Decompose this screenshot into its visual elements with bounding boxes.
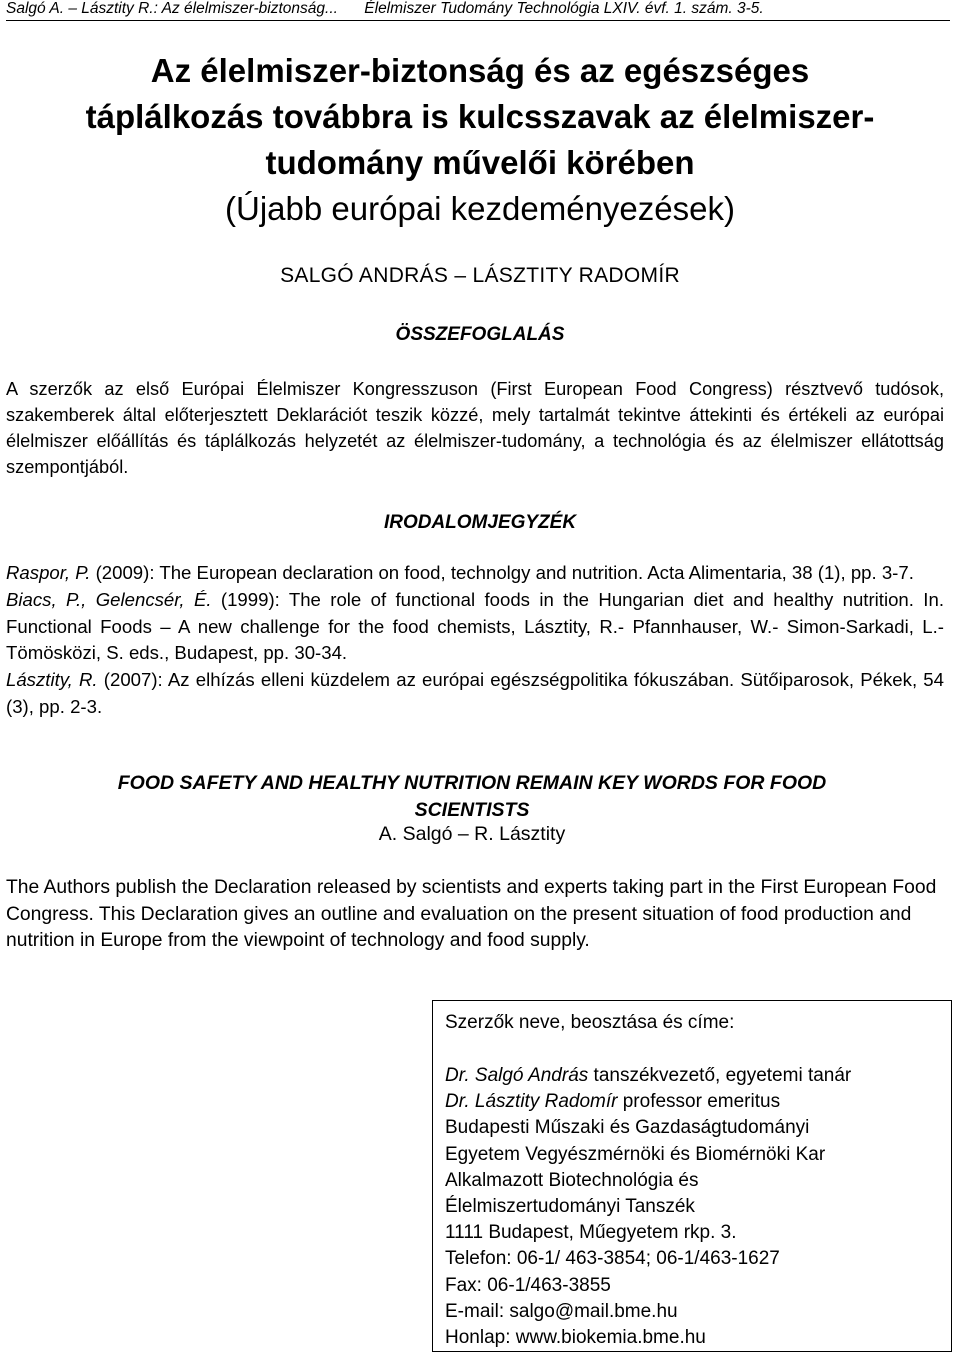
contact-address-line: Alkalmazott Biotechnológia és: [445, 1169, 699, 1191]
english-authors: A. Salgó – R. Lásztity: [378, 823, 566, 845]
article-subtitle: (Újabb európai kezdeményezések): [225, 190, 735, 227]
author-contact-box: [432, 1000, 952, 1352]
contact-person-1-role: tanszékvezető, egyetemi tanár: [588, 1065, 852, 1086]
contact-person-2: [445, 1089, 945, 1115]
english-title-line-2: SCIENTISTS: [414, 799, 530, 821]
reference-list: [6, 560, 944, 721]
title-line-3: tudomány művelői körében: [265, 144, 695, 181]
article-title: [10, 48, 950, 232]
contact-address-line: Egyetem Vegyészmérnöki és Biomérnöki Kar: [445, 1143, 826, 1165]
reference-item: [6, 587, 944, 667]
contact-box-label: Szerzők neve, beosztása és címe:: [445, 1012, 735, 1033]
english-title-line-1: FOOD SAFETY AND HEALTHY NUTRITION REMAIN KEY WORDS FOR FOOD: [117, 772, 827, 794]
header-divider: [6, 20, 950, 21]
reference-text: (2007): Az elhízás elleni küzdelem az európai egészségpolitika fókuszában. Sütőiparosok, Pékek, 54 (3), pp. 2-3.: [6, 669, 944, 717]
contact-homepage: Honlap: www.biokemia.bme.hu: [445, 1327, 706, 1349]
contact-details: [445, 1063, 945, 1351]
running-header: [6, 0, 954, 20]
abstract-english: The Authors publish the Declaration released by scientists and experts taking part in the First European Food Congress. This Declaration gives an outline and evaluation on the present situation of food production and nutrition in Europe from the viewpoint of technology and food supply.: [6, 877, 937, 951]
contact-person-2-name: Dr. Lásztity Radomír: [445, 1091, 618, 1113]
reference-author: Raspor, P.: [6, 562, 91, 583]
running-header-right: Élelmiszer Tudomány Technológia LXIV. évf. 1. szám. 3-5.: [364, 0, 764, 17]
author-names: SALGÓ ANDRÁS – LÁSZTITY RADOMÍR: [280, 264, 680, 287]
contact-phone: Telefon: 06-1/ 463-3854; 06-1/463-1627: [445, 1248, 780, 1270]
running-header-left: Salgó A. – Lásztity R.: Az élelmiszer-biztonság...: [6, 0, 338, 17]
summary-heading: ÖSSZEFOGLALÁS: [395, 324, 565, 345]
contact-person-1-name: Dr. Salgó András: [445, 1065, 589, 1086]
title-line-2: táplálkozás továbbra is kulcsszavak az élelmiszer-: [85, 98, 875, 135]
reference-author: Lásztity, R.: [6, 669, 98, 690]
reference-text: (1999): The role of functional foods in the Hungarian diet and healthy nutrition. In. Functional Foods – A new challenge for the food chemists, Lásztity, R.- Pfannhauser, W.- Simon-Sarkadi, L.- Tömösközi, S. eds., Budapest, pp. 30-34.: [6, 589, 944, 663]
english-title: [0, 770, 944, 824]
reference-author: Biacs, P., Gelencsér, É.: [6, 589, 212, 610]
reference-text: (2009): The European declaration on food, technolgy and nutrition. Acta Alimentaria, 38 (1), pp. 3-7.: [90, 562, 914, 583]
title-line-1: Az élelmiszer-biztonság és az egészséges: [150, 52, 810, 89]
contact-address-line: 1111 Budapest, Műegyetem rkp. 3.: [445, 1222, 737, 1244]
reference-item: [6, 560, 944, 587]
contact-email: E-mail: salgo@mail.bme.hu: [445, 1300, 678, 1322]
contact-address-line: Élelmiszertudományi Tanszék: [445, 1196, 695, 1218]
contact-fax: Fax: 06-1/463-3855: [445, 1274, 611, 1296]
references-heading: IRODALOMJEGYZÉK: [383, 512, 577, 533]
contact-person-1: [445, 1063, 945, 1089]
reference-item: [6, 667, 944, 720]
contact-address-line: Budapesti Műszaki és Gazdaságtudományi: [445, 1117, 810, 1139]
contact-person-2-role: professor emeritus: [617, 1091, 781, 1113]
abstract-hungarian: A szerzők az első Európai Élelmiszer Kongresszuson (First European Food Congress) résztvevő tudósok, szakemberek által előterjesztett Deklarációt teszik közzé, mely tartalmát tekintve áttekinti és értékeli az európai élelmiszer előállítás és táplálkozás helyzetét az élelmiszer-tudomány, a technológia és az élelmiszer ellátottság szempontjából.: [6, 379, 944, 477]
